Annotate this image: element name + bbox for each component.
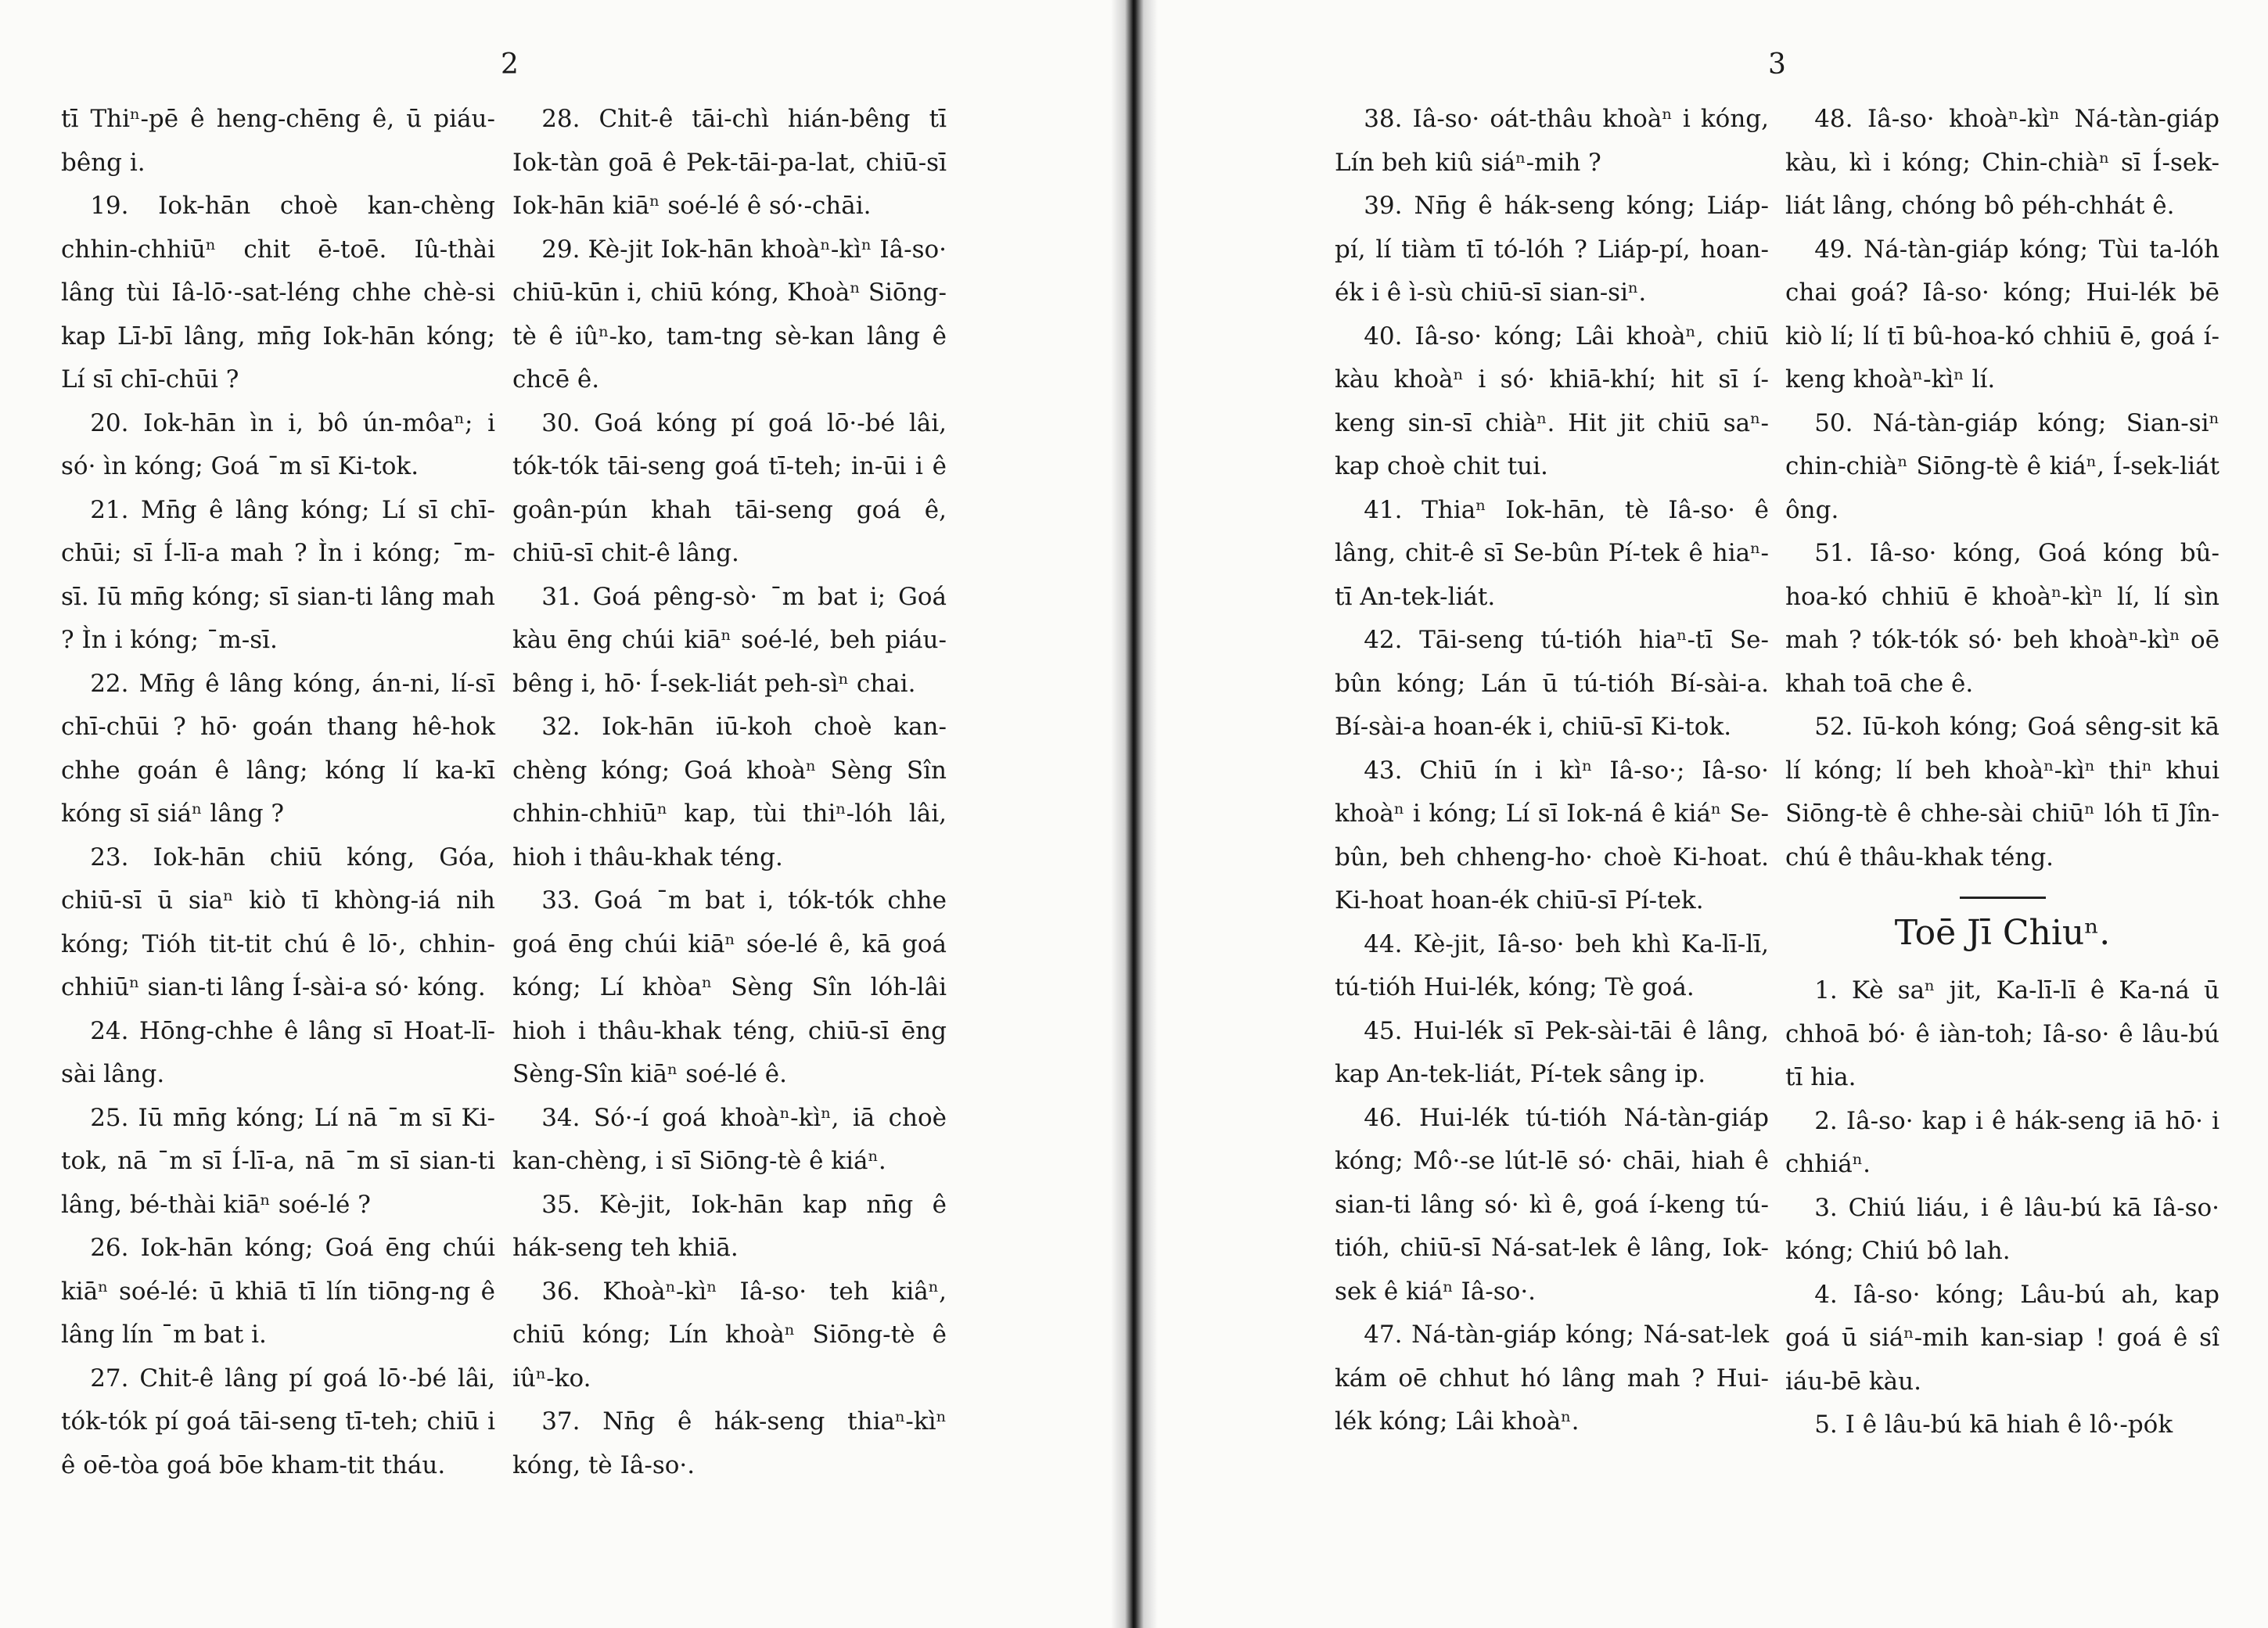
verse-paragraph: 45. Hui-lék sī Pek-sài-tāi ê lâng, kap An-tek-liát, Pí-tek sâng ip. xyxy=(1335,1016,1769,1088)
page-number: 2 xyxy=(501,49,519,81)
verse-paragraph: 51. Iâ-so· kóng, Goá kóng bû-hoa-kó chhiū ē khoàⁿ-kìⁿ lí, lí sìn mah ? tók-tók só· beh khoàⁿ-kìⁿ oē khah toā che ê. xyxy=(1785,539,2219,698)
verse-paragraph: 33. Goá ˉm bat i, tók-tók chhe goá ēng chúi kiāⁿ sóe-lé ê, kā goá kóng; Lí khòaⁿ Sèng Sîn lóh-lâi hioh i thâu-khak téng, chiū-sī ēng Sèng-Sîn kiāⁿ soé-lé ê. xyxy=(512,886,947,1088)
right-page xyxy=(1142,0,2268,1628)
page-number: 3 xyxy=(1768,49,1786,81)
verse-paragraph: 44. Kè-jit, Iâ-so· beh khì Ka-lī-lī, tú-tióh Hui-lék, kóng; Tè goá. xyxy=(1335,929,1769,1001)
verse-paragraph: 1. Kè saⁿ jit, Ka-lī-lī ê Ka-ná ū chhoā bó· ê iàn-toh; Iâ-so· ê lâu-bú tī hia. xyxy=(1785,976,2219,1091)
text-column xyxy=(1785,98,2219,1447)
verse-paragraph: 42. Tāi-seng tú-tióh hiaⁿ-tī Se-bûn kóng; Lán ū tú-tióh Bí-sài-a. Bí-sài-a hoan-ék i, chiū-sī Ki-tok. xyxy=(1335,626,1769,741)
verse-paragraph: 39. Nn̄g ê hák-seng kóng; Liáp-pí, lí tiàm tī tó-lóh ? Liáp-pí, hoan-ék i ê ì-sù chiū-sī sian-siⁿ. xyxy=(1335,192,1769,307)
verse-paragraph: 28. Chit-ê tāi-chì hián-bêng tī Iok-tàn goā ê Pek-tāi-pa-lat, chiū-sī Iok-hān kiāⁿ soé-lé ê só·-chāi. xyxy=(512,105,947,220)
text-column xyxy=(512,98,947,1487)
verse-paragraph: 20. Iok-hān ìn i, bô ún-môaⁿ; i só· ìn kóng; Goá ˉm sī Ki-tok. xyxy=(61,408,495,480)
verse-paragraph: 30. Goá kóng pí goá lō·-bé lâi, tók-tók tāi-seng goá tī-teh; in-ūi i ê goân-pún khah tāi-seng goá ê, chiū-sī chit-ê lâng. xyxy=(512,408,947,567)
left-page xyxy=(0,0,1127,1628)
verse-paragraph: 24. Hōng-chhe ê lâng sī Hoat-lī-sài lâng. xyxy=(61,1016,495,1088)
verse-paragraph: 27. Chit-ê lâng pí goá lō·-bé lâi, tók-tók pí goá tāi-seng tī-teh; chiū i ê oē-tòa goá bōe kham-tit tháu. xyxy=(61,1364,495,1479)
verse-paragraph: 5. I ê lâu-bú kā hiah ê lô·-pók xyxy=(1814,1411,2173,1439)
verse-paragraph: 29. Kè-jit Iok-hān khoàⁿ-kìⁿ Iâ-so· chiū-kūn i, chiū kóng, Khoàⁿ Siōng-tè ê iûⁿ-ko, tam-tng sè-kan lâng ê chcē ê. xyxy=(512,235,947,394)
verse-paragraph: 26. Iok-hān kóng; Goá ēng chúi kiāⁿ soé-lé: ū khiā tī lín tiōng-ng ê lâng lín ˉm bat i. xyxy=(61,1234,495,1349)
text-column xyxy=(1335,98,1769,1444)
verse-paragraph: 34. Só·-í goá khoàⁿ-kìⁿ, iā choè kan-chèng, i sī Siōng-tè ê kiáⁿ. xyxy=(512,1103,947,1175)
verse-paragraph: 46. Hui-lék tú-tióh Ná-tàn-giáp kóng; Mô·-se lút-lē só· chāi, hiah ê sian-ti lâng só· kì ê, goá í-keng tú-tióh, chiū-sī Ná-sat-lek ê lâng, Iok-sek ê kiáⁿ Iâ-so·. xyxy=(1335,1103,1769,1306)
chapter-rule xyxy=(1960,897,2046,899)
verse-paragraph: 25. Iū mn̄g kóng; Lí nā ˉm sī Ki-tok, nā ˉm sī Í-lī-a, nā ˉm sī sian-ti lâng, bé-thài kiāⁿ soé-lé ? xyxy=(61,1103,495,1219)
verse-paragraph: 21. Mn̄g ê lâng kóng; Lí sī chī-chūi; sī Í-lī-a mah ? Ìn i kóng; ˉm-sī. Iū mn̄g kóng; sī sian-ti lâng mah ? Ìn i kóng; ˉm-sī. xyxy=(61,495,495,654)
verse-paragraph: 38. Iâ-so· oát-thâu khoàⁿ i kóng, Lín beh kiû siáⁿ-mih ? xyxy=(1335,105,1769,177)
verse-paragraph: 4. Iâ-so· kóng; Lâu-bú ah, kap goá ū siáⁿ-mih kan-siap ! goá ê sî iáu-bē kàu. xyxy=(1785,1280,2219,1396)
verse-paragraph: 43. Chiū ín i kìⁿ Iâ-so·; Iâ-so· khoàⁿ i kóng; Lí sī Iok-ná ê kiáⁿ Se-bûn, beh chheng-ho· choè Ki-hoat. Ki-hoat hoan-ék chiū-sī Pí-tek. xyxy=(1335,756,1769,915)
verse-paragraph: 32. Iok-hān iū-koh choè kan-chèng kóng; Goá khoàⁿ Sèng Sîn chhin-chhiūⁿ kap, tùi thiⁿ-lóh lâi, hioh i thâu-khak téng. xyxy=(512,713,947,872)
verse-paragraph: 2. Iâ-so· kap i ê hák-seng iā hō· i chhiáⁿ. xyxy=(1785,1106,2219,1178)
verse-paragraph: 23. Iok-hān chiū kóng, Góa, chiū-sī ū siaⁿ kiò tī khòng-iá nih kóng; Tióh tit-tit chú ê lō·, chhin-chhiūⁿ sian-ti lâng Í-sài-a só· kóng. xyxy=(61,843,495,1001)
verse-paragraph: 47. Ná-tàn-giáp kóng; Ná-sat-lek kám oē chhut hó lâng mah ? Hui-lék kóng; Lâi khoàⁿ. xyxy=(1335,1321,1769,1436)
verse-paragraph: 19. Iok-hān choè kan-chèng chhin-chhiūⁿ chit ē-toē. Iû-thài lâng tùi Iâ-lō·-sat-léng chhe chè-si kap Lī-bī lâng, mn̄g Iok-hān kóng; Lí sī chī-chūi ? xyxy=(61,192,495,394)
verse-paragraph: 50. Ná-tàn-giáp kóng; Sian-siⁿ chin-chiàⁿ Siōng-tè ê kiáⁿ, Í-sek-liát ông. xyxy=(1785,408,2219,524)
verse-paragraph: tī Thiⁿ-pē ê heng-chēng ê, ū piáu-bêng i. xyxy=(61,105,495,177)
verse-paragraph: 36. Khoàⁿ-kìⁿ Iâ-so· teh kiâⁿ, chiū kóng; Lín khoàⁿ Siōng-tè ê iûⁿ-ko. xyxy=(512,1277,947,1393)
verse-paragraph: 40. Iâ-so· kóng; Lâi khoàⁿ, chiū kàu khoàⁿ i só· khiā-khí; hit sī í-keng sin-sī chiàⁿ. Hit jit chiū saⁿ-kap choè chit tui. xyxy=(1335,322,1769,480)
verse-paragraph: 49. Ná-tàn-giáp kóng; Tùi ta-lóh chai goá? Iâ-so· kóng; Hui-lék bē kiò lí; lí tī bû-hoa-kó chhiū ē, goá í-keng khoàⁿ-kìⁿ lí. xyxy=(1785,235,2219,394)
verse-paragraph: 37. Nn̄g ê hák-seng thiaⁿ-kìⁿ kóng, tè Iâ-so·. xyxy=(512,1407,947,1479)
verse-paragraph: 22. Mn̄g ê lâng kóng, án-ni, lí-sī chī-chūi ? hō· goán thang hê-hok chhe goán ê lâng; kóng lí ka-kī kóng sī siáⁿ lâng ? xyxy=(61,669,495,828)
verse-paragraph: 52. Iū-koh kóng; Goá sêng-sit kā lí kóng; lí beh khoàⁿ-kìⁿ thiⁿ khui Siōng-tè ê chhe-sài chiūⁿ lóh tī Jîn-chú ê thâu-khak téng. xyxy=(1785,713,2219,872)
verse-paragraph: 48. Iâ-so· khoàⁿ-kìⁿ Ná-tàn-giáp kàu, kì i kóng; Chin-chiàⁿ sī Í-sek-liát lâng, chóng bô péh-chhát ê. xyxy=(1785,105,2219,220)
verse-paragraph: 35. Kè-jit, Iok-hān kap nn̄g ê hák-seng teh khiā. xyxy=(512,1190,947,1262)
verse-paragraph: 41. Thiaⁿ Iok-hān, tè Iâ-so· ê lâng, chit-ê sī Se-bûn Pí-tek ê hiaⁿ-tī An-tek-liát. xyxy=(1335,495,1769,611)
chapter-title: Toē Jī Chiuⁿ. xyxy=(1894,913,2111,953)
verse-paragraph: 31. Goá pêng-sò· ˉm bat i; Goá kàu ēng chúi kiāⁿ soé-lé, beh piáu-bêng i, hō· Í-sek-liát peh-sìⁿ chai. xyxy=(512,582,947,698)
text-column xyxy=(61,98,495,1487)
verse-paragraph: 3. Chiú liáu, i ê lâu-bú kā Iâ-so· kóng; Chiú bô lah. xyxy=(1785,1193,2219,1265)
